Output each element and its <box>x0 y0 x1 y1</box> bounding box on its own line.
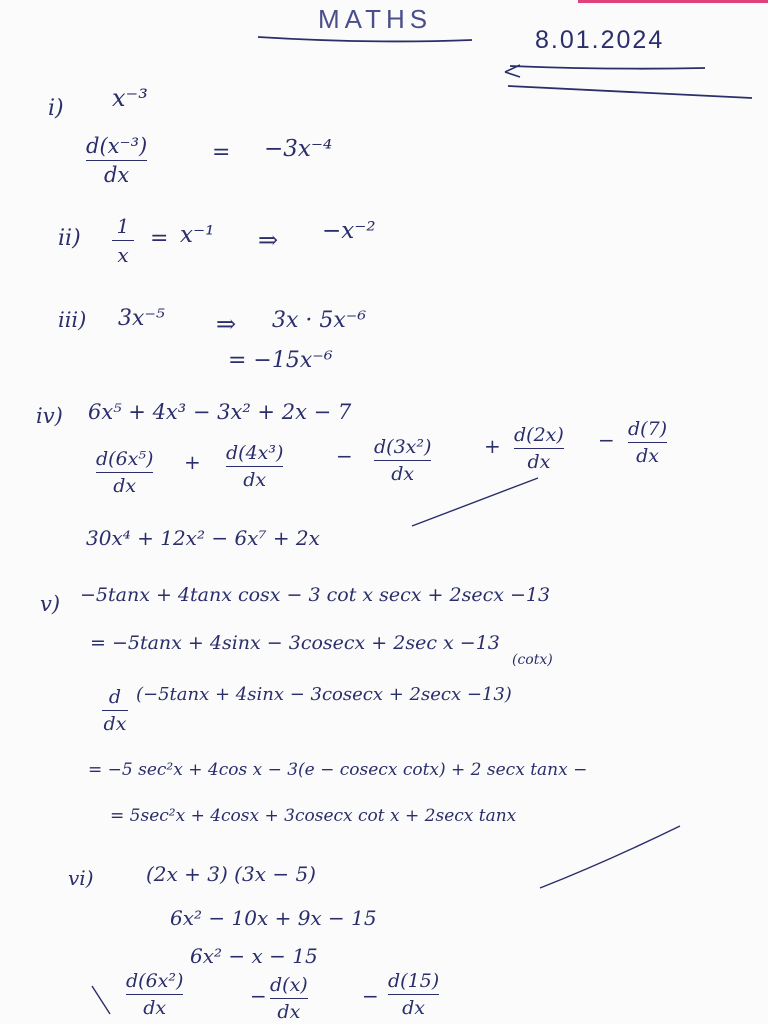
term-denominator: dx <box>277 1001 301 1023</box>
term-numerator: d(7) <box>628 418 668 440</box>
problem-2-label: ii) <box>58 226 81 251</box>
problem-6-term-3 <box>388 970 439 1019</box>
problem-3-expression: 3x⁻⁵ <box>118 306 165 331</box>
problem-3-step-2: = −15x⁻⁶ <box>228 348 333 373</box>
fraction-bar <box>374 460 431 461</box>
problem-1-expression: x⁻³ <box>112 84 148 112</box>
date-text: 8.01.2024 <box>535 26 665 54</box>
term-numerator: d(x) <box>270 974 308 996</box>
derivative-denominator: dx <box>103 713 127 735</box>
term-denominator: dx <box>402 997 426 1019</box>
problem-5-result: = 5sec²x + 4cosx + 3cosecx cot x + 2secx tanx <box>110 806 517 826</box>
implies-arrow: ⇒ <box>216 310 237 338</box>
problem-5-step-3: = −5 sec²x + 4cos x − 3(e − cosecx cotx) + 2 secx tanx − <box>88 760 588 780</box>
tick-mark <box>536 822 686 892</box>
problem-4-term-4 <box>514 424 564 473</box>
derivative-numerator: d <box>108 686 122 708</box>
problem-2-fraction <box>112 214 134 267</box>
implies-arrow: ⇒ <box>258 226 279 254</box>
problem-1-label: i) <box>48 96 64 121</box>
problem-1-derivative <box>86 134 147 187</box>
problem-6-term-2 <box>270 974 308 1023</box>
problem-6-label: vi) <box>68 866 94 890</box>
fraction-bar <box>388 994 439 995</box>
fraction-bar <box>514 448 564 449</box>
problem-4-result: 30x⁴ + 12x² − 6x⁷ + 2x <box>86 526 320 550</box>
term-denominator: dx <box>391 463 415 485</box>
problem-4-label: iv) <box>36 404 63 428</box>
fraction-bar <box>126 994 183 995</box>
problem-5-derivative <box>102 686 128 735</box>
problem-6-expression: (2x + 3) (3x − 5) <box>146 862 316 886</box>
problem-6-step-2: 6x² − x − 15 <box>190 944 318 968</box>
term-denominator: dx <box>243 469 267 491</box>
term-numerator: d(6x²) <box>126 970 184 992</box>
problem-4-term-1 <box>96 448 153 497</box>
fraction-bar <box>86 160 147 161</box>
term-denominator: dx <box>527 451 551 473</box>
tick-mark <box>410 474 550 534</box>
equals-sign: = <box>150 226 169 251</box>
problem-1-result: −3x⁻⁴ <box>264 136 333 162</box>
problem-5-step-2: (−5tanx + 4sinx − 3cosecx + 2secx −13) <box>136 684 512 705</box>
fraction-numerator: 1 <box>116 214 130 238</box>
fraction-bar <box>112 240 134 241</box>
problem-5-label: v) <box>40 592 61 616</box>
problem-5-step-1: = −5tanx + 4sinx − 3cosecx + 2sec x −13 <box>90 632 500 654</box>
subject-title: MATHS <box>318 4 433 34</box>
fraction-bar <box>270 998 308 999</box>
equals-sign: = <box>212 140 231 165</box>
minus-sign: − <box>336 444 353 468</box>
problem-3-label: iii) <box>58 308 87 332</box>
plus-sign: + <box>184 450 201 474</box>
problem-6-step-1: 6x² − 10x + 9x − 15 <box>170 906 377 930</box>
derivative-denominator: dx <box>103 163 130 187</box>
problem-2-result: −x⁻² <box>322 218 376 244</box>
term-denominator: dx <box>113 475 137 497</box>
problem-3-step-1: 3x · 5x⁻⁶ <box>272 308 367 333</box>
minus-sign: − <box>598 428 615 452</box>
problem-4-expression: 6x⁵ + 4x³ − 3x² + 2x − 7 <box>88 400 352 424</box>
plus-sign: + <box>484 434 501 458</box>
term-numerator: d(4x³) <box>226 442 284 464</box>
term-numerator: d(6x⁵) <box>96 448 154 470</box>
derivative-numerator: d(x⁻³) <box>86 134 148 158</box>
problem-4-term-5 <box>628 418 667 467</box>
fraction-denominator: x <box>117 243 129 267</box>
term-denominator: dx <box>143 997 167 1019</box>
fraction-bar <box>96 472 153 473</box>
term-numerator: d(15) <box>388 970 440 992</box>
margin-stroke <box>88 982 118 1022</box>
problem-6-term-1 <box>126 970 183 1019</box>
problem-4-term-2 <box>226 442 283 491</box>
term-denominator: dx <box>636 445 659 467</box>
problem-5-note: (cotx) <box>512 652 553 668</box>
minus-sign: − <box>362 984 379 1008</box>
fraction-bar <box>628 442 667 443</box>
problem-5-expression: −5tanx + 4tanx cosx − 3 cot x secx + 2secx −13 <box>80 584 551 606</box>
minus-sign: − <box>250 984 267 1008</box>
problem-2-rewrite: x⁻¹ <box>180 222 215 248</box>
term-numerator: d(3x²) <box>374 436 432 458</box>
fraction-bar <box>226 466 283 467</box>
term-numerator: d(2x) <box>514 424 564 446</box>
fraction-bar <box>102 710 128 711</box>
